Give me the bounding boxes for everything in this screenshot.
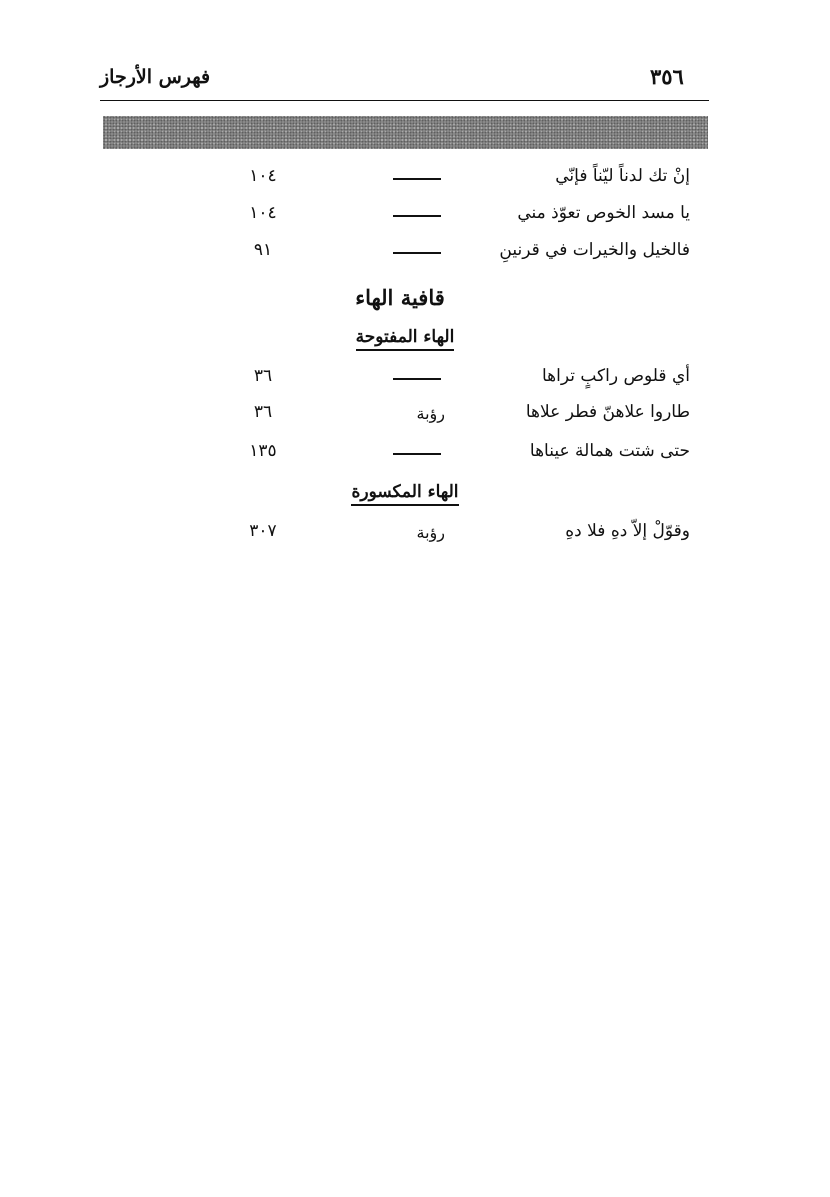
page-reference: ١٣٥ (249, 441, 277, 461)
poet-name: رؤبة (416, 523, 445, 542)
index-entry (220, 441, 690, 477)
verse-text: يا مسد الخوص تعوّذ مني (517, 203, 690, 223)
running-head: فهرس الأرجاز (100, 66, 211, 88)
subsection-title (305, 327, 505, 347)
page-reference: ١٠٤ (249, 166, 277, 186)
dash-placeholder (393, 378, 441, 380)
index-entry (220, 366, 690, 402)
dash-placeholder (393, 178, 441, 180)
verse-text: حتى شتت همالة عيناها (529, 441, 690, 461)
subsection-title-text: الهاء المفتوحة (356, 327, 455, 351)
page-reference: ٩١ (253, 240, 273, 260)
header-rule (100, 100, 709, 101)
page-reference: ٣٦ (253, 402, 273, 422)
subsection-title (305, 482, 505, 502)
poet-name: رؤبة (416, 404, 445, 423)
verse-text: فالخيل والخيرات في قرنينِ (499, 240, 690, 260)
dash-placeholder (393, 453, 441, 455)
verse-text: طاروا علاهنّ فطر علاها (525, 402, 690, 422)
page-reference: ١٠٤ (249, 203, 277, 223)
index-entry (220, 203, 690, 239)
index-entry (220, 402, 690, 438)
dash-placeholder (393, 215, 441, 217)
page-reference: ٣٠٧ (249, 521, 277, 541)
dash-placeholder (393, 252, 441, 254)
page-number: ٣٥٦ (650, 64, 684, 89)
verse-text: وقوّلْ إلاّ دهِ فلا دهِ (565, 521, 690, 541)
section-title: قافية الهاء (355, 285, 445, 310)
index-entry (220, 240, 690, 276)
subsection-title-text: الهاء المكسورة (351, 482, 458, 506)
page-reference: ٣٦ (253, 366, 273, 386)
verse-text: أي قلوص راكبٍ تراها (541, 366, 690, 386)
index-entry (220, 521, 690, 557)
shaded-band (103, 116, 708, 149)
verse-text: إنْ تك لدناً ليّناً فإنّي (555, 166, 690, 186)
index-entry (220, 166, 690, 202)
